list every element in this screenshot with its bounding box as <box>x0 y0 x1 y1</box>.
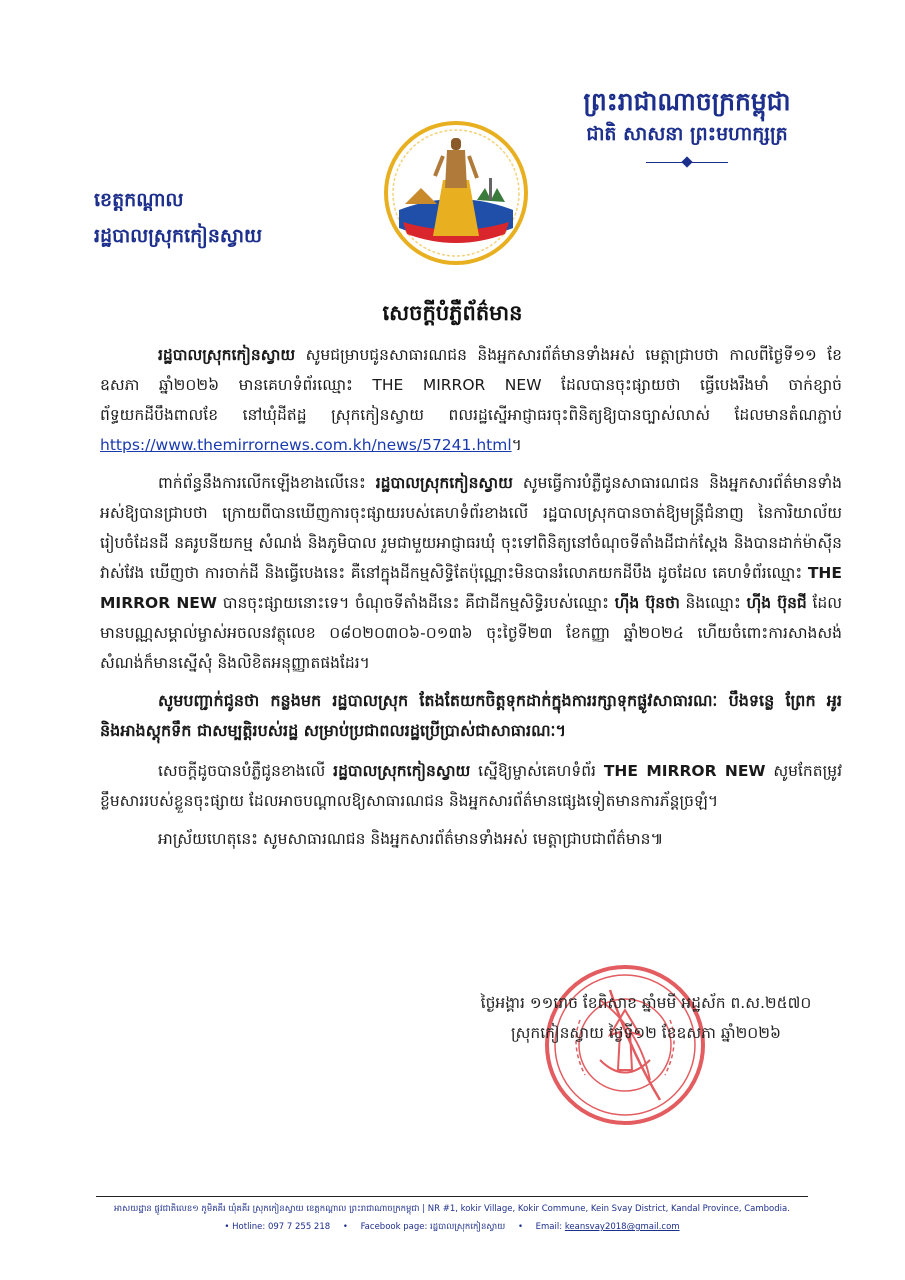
bullet-icon: • <box>342 1222 348 1232</box>
hotline: Hotline: 097 7 255 218 <box>232 1222 331 1232</box>
district-emblem-logo <box>381 118 531 268</box>
email-label: Email: <box>535 1222 565 1232</box>
footer-divider <box>96 1196 808 1197</box>
email-link[interactable]: keansvay2018@gmail.com <box>564 1222 680 1232</box>
p1-lead: រដ្ឋបាលស្រុកកៀនស្វាយ <box>158 346 296 364</box>
document-body <box>100 340 842 862</box>
province-line: ខេត្តកណ្តាល <box>94 189 184 211</box>
p4-c: ស្នើឱ្យម្ចាស់គេហទំព័រ <box>470 762 604 780</box>
p2-g: និងឈ្មោះ <box>679 594 747 612</box>
kingdom-name: ព្រះរាជាណាចក្រកម្ពុជា <box>583 87 791 116</box>
p1-text: សូមជម្រាបជូនសាធារណជន និងអ្នកសារព័ត៌មានទាំងអស់ មេត្តាជ្រាបថា កាលពីថ្ងៃទី១១ ខែឧសភា ឆ្នាំ២០២៦ មានគេហទំព័រឈ្មោះ THE MIRROR NEW ដែលបានចុះផ្សាយថា ធ្វើបេងរឹងមាំ ចាក់ខ្សាច់ព័ទ្ធយកដីបឹងពាលខែ នៅឃុំដីឥដ្ឋ ស្រុកកៀនស្វាយ ពលរដ្ឋស្នើអាជ្ញាធរចុះពិនិត្យឱ្យបានច្បាស់លាស់ ដែលមានតំណភ្ជាប់ <box>100 346 842 424</box>
p2-i: ដែលមានបណ្ណសម្គាល់ម្ចាស់អចលនវត្ថុលេខ ០៨០២០៣០៦-០១៣៦ ចុះថ្ងៃទី២៣ ខែកញ្ញា ឆ្នាំ២០២៤ ហើយចំពោះការសាងសង់សំណង់ក៏មានស្នើសុំ និងលិខិតអនុញ្ញាតផងដែរ។ <box>100 594 842 672</box>
paragraph-3: សូមបញ្ជាក់ជូនថា កន្លងមក រដ្ឋបាលស្រុក តែងតែយកចិត្តទុកដាក់ក្នុងការរក្សាទុកផ្លូវសាធារណៈ បឹងទន្លេ ព្រែក អូរ និងអាងស្តុកទឹក ជាសម្បត្តិរបស់រដ្ឋ សម្រាប់ប្រជាពលរដ្ឋប្រើប្រាស់ជាសាធារណៈ។ <box>100 691 842 740</box>
facebook-page: Facebook page: រដ្ឋបាលស្រុកកៀនស្វាយ <box>360 1222 506 1232</box>
district-admin-line: រដ្ឋបាលស្រុកកៀនស្វាយ <box>94 225 263 247</box>
date-block <box>436 988 856 1048</box>
p2-f: ហ៊ីង ប៊ុនថា <box>614 594 680 612</box>
p4-d: THE MIRROR NEW <box>603 762 766 780</box>
p2-h: ហ៊ីង ប៊ុនជី <box>746 594 807 612</box>
p4-a: សេចក្តីដូចបានបំភ្លឺជូនខាងលើ <box>158 762 334 780</box>
footer-address: អាសយដ្ឋាន ផ្លូវជាតិលេខ១ ភូមិគគីរ ឃុំគគីរ ស្រុកកៀនស្វាយ ខេត្តកណ្តាល ព្រះរាជាណាចក្រកម្ពុជា | NR #1, kokir Village, Kokir Commune, Kein Svay District, Kandal Province, Cambodia. <box>114 1204 790 1214</box>
kingdom-header <box>537 86 837 166</box>
issuing-authority <box>94 182 262 254</box>
p2-a: ពាក់ព័ន្ធនឹងការលើកឡើងខាងលើនេះ <box>158 474 376 492</box>
p2-b: រដ្ឋបាលស្រុកកៀនស្វាយ <box>375 474 513 492</box>
bullet-icon: • <box>224 1222 230 1232</box>
paragraph-5: អាស្រ័យហេតុនេះ សូមសាធារណជន និងអ្នកសារព័ត៌មានទាំងអស់ មេត្តាជ្រាបជាព័ត៌មាន៕ <box>158 830 664 848</box>
paragraph-2 <box>100 468 842 678</box>
ornament-divider <box>646 158 728 166</box>
p4-e: សូមកែតម្រូវខ្លឹមសាររបស់ខ្លួនចុះផ្សាយ ដែលអាចបណ្តាលឱ្យសាធារណជន និងអ្នកសារព័ត៌មានផ្សេងទៀតមានការភ័ន្តច្រឡំ។ <box>100 762 842 810</box>
paragraph-4 <box>100 756 842 816</box>
p1-end: ។ <box>511 436 522 454</box>
date-solar: ស្រុកកៀនស្វាយ ថ្ងៃទី១២ ខែឧសភា ឆ្នាំ២០២៦ <box>511 1024 781 1042</box>
date-lunar: ថ្ងៃអង្គារ ១១រោច ខែពិសាខ ឆ្នាំមមី អដ្ឋស័ក ព.ស.២៥៧០ <box>480 994 812 1012</box>
p2-d: THE MIRROR NEW <box>100 564 842 612</box>
p2-c: សូមធ្វើការបំភ្លឺជូនសាធារណជន និងអ្នកសារព័ត៌មានទាំងអស់ឱ្យបានជ្រាបថា ក្រោយពីបានឃើញការចុះផ្សាយរបស់គេហទំព័រខាងលើ រដ្ឋបាលស្រុកបានចាត់ឱ្យមន្ត្រីជំនាញ នៃការិយាល័យរៀបចំដែនដី នគរូបនីយកម្ម សំណង់ និងភូមិបាល រួមជាមួយអាជ្ញាធរឃុំ ចុះទៅពិនិត្យនៅចំណុចទីតាំងដីជាក់ស្តែង និងបានដាក់ម៉ាស៊ីនវាស់វែង ឃើញថា ការចាក់ដី និងធ្វើបេងនេះ គឺនៅក្នុងដីកម្មសិទ្ធិតែប៉ុណ្ណោះមិនបានរំលោភយកដីបឹង ដូចដែល គេហទំព័រឈ្មោះ <box>100 474 842 582</box>
national-motto: ជាតិ សាសនា ព្រះមហាក្សត្រ <box>586 123 788 145</box>
paragraph-1 <box>100 340 842 460</box>
p4-b: រដ្ឋបាលស្រុកកៀនស្វាយ <box>333 762 471 780</box>
footer-contacts <box>96 1222 808 1234</box>
p2-e: បានចុះផ្សាយនោះទេ។ ចំណុចទីតាំងដីនេះ គឺជាដីកម្មសិទ្ធិរបស់ឈ្មោះ <box>217 594 615 612</box>
bullet-icon: • <box>517 1222 523 1232</box>
document-title: សេចក្តីបំភ្លឺព័ត៌មាន <box>382 301 523 325</box>
news-article-link[interactable]: https://www.themirrornews.com.kh/news/57241.html <box>100 436 512 454</box>
